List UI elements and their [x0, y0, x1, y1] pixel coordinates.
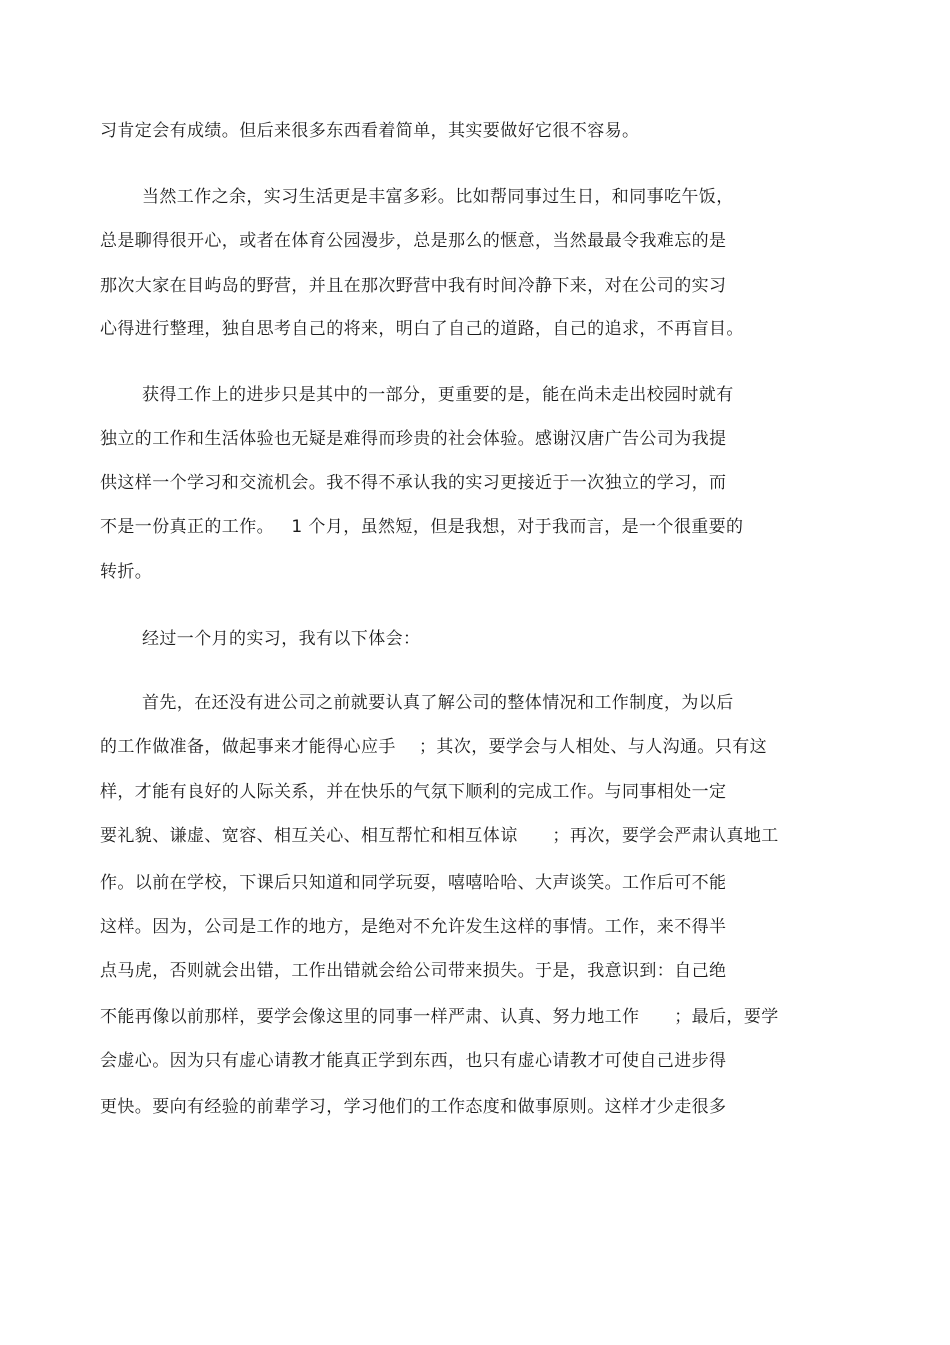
- paragraph-first-line: 经过一个月的实习，我有以下体会：: [142, 629, 421, 649]
- text-line: 习肯定会有成绩。但后来很多东西看着简单，其实要做好它很不容易。: [100, 121, 640, 141]
- text-line: 作。以前在学校，下课后只知道和同学玩耍，嘻嘻哈哈、大声谈笑。工作后可不能: [100, 873, 727, 893]
- paragraph-first-line: 获得工作上的进步只是其中的一部分，更重要的是，能在尚未走出校园时就有: [142, 385, 734, 405]
- text-line: 点马虎，否则就会出错，工作出错就会给公司带来损失。于是，我意识到：自己绝: [100, 961, 727, 981]
- paragraph-first-line: 首先，在还没有进公司之前就要认真了解公司的整体情况和工作制度，为以后: [142, 693, 734, 713]
- text-line: 转折。: [100, 562, 153, 582]
- text-line: 更快。要向有经验的前辈学习，学习他们的工作态度和做事原则。这样才少走很多: [100, 1097, 727, 1117]
- text-line: 供这样一个学习和交流机会。我不得不承认我的实习更接近于一次独立的学习，而: [100, 473, 727, 493]
- text-line: 要礼貌、谦虚、宽容、相互关心、相互帮忙和相互体谅 ；再次，要学会严肃认真地工: [100, 826, 779, 846]
- text-line: 总是聊得很开心，或者在体育公园漫步，总是那么的惬意，当然最最令我难忘的是: [100, 231, 727, 251]
- text-line: 样，才能有良好的人际关系，并在快乐的气氛下顺利的完成工作。与同事相处一定: [100, 782, 727, 802]
- text-line: 这样。因为，公司是工作的地方，是绝对不允许发生这样的事情。工作，来不得半: [100, 917, 727, 937]
- text-line: 的工作做准备，做起事来才能得心应手 ；其次，要学会与人相处、与人沟通。只有这: [100, 737, 768, 757]
- paragraph-first-line: 当然工作之余，实习生活更是丰富多彩。比如帮同事过生日，和同事吃午饭，: [142, 187, 734, 207]
- text-line: 那次大家在目屿岛的野营，并且在那次野营中我有时间冷静下来，对在公司的实习: [100, 276, 727, 296]
- text-line: 不是一份真正的工作。 1 个月，虽然短，但是我想，对于我而言，是一个很重要的: [100, 517, 744, 537]
- text-line: 不能再像以前那样，要学会像这里的同事一样严肃、认真、努力地工作 ；最后，要学: [100, 1007, 779, 1027]
- text-line: 独立的工作和生活体验也无疑是难得而珍贵的社会体验。感谢汉唐广告公司为我提: [100, 429, 727, 449]
- text-line: 心得进行整理，独自思考自己的将来，明白了自己的道路，自己的追求，不再盲目。: [100, 319, 744, 339]
- text-line: 会虚心。因为只有虚心请教才能真正学到东西，也只有虚心请教才可使自己进步得: [100, 1051, 727, 1071]
